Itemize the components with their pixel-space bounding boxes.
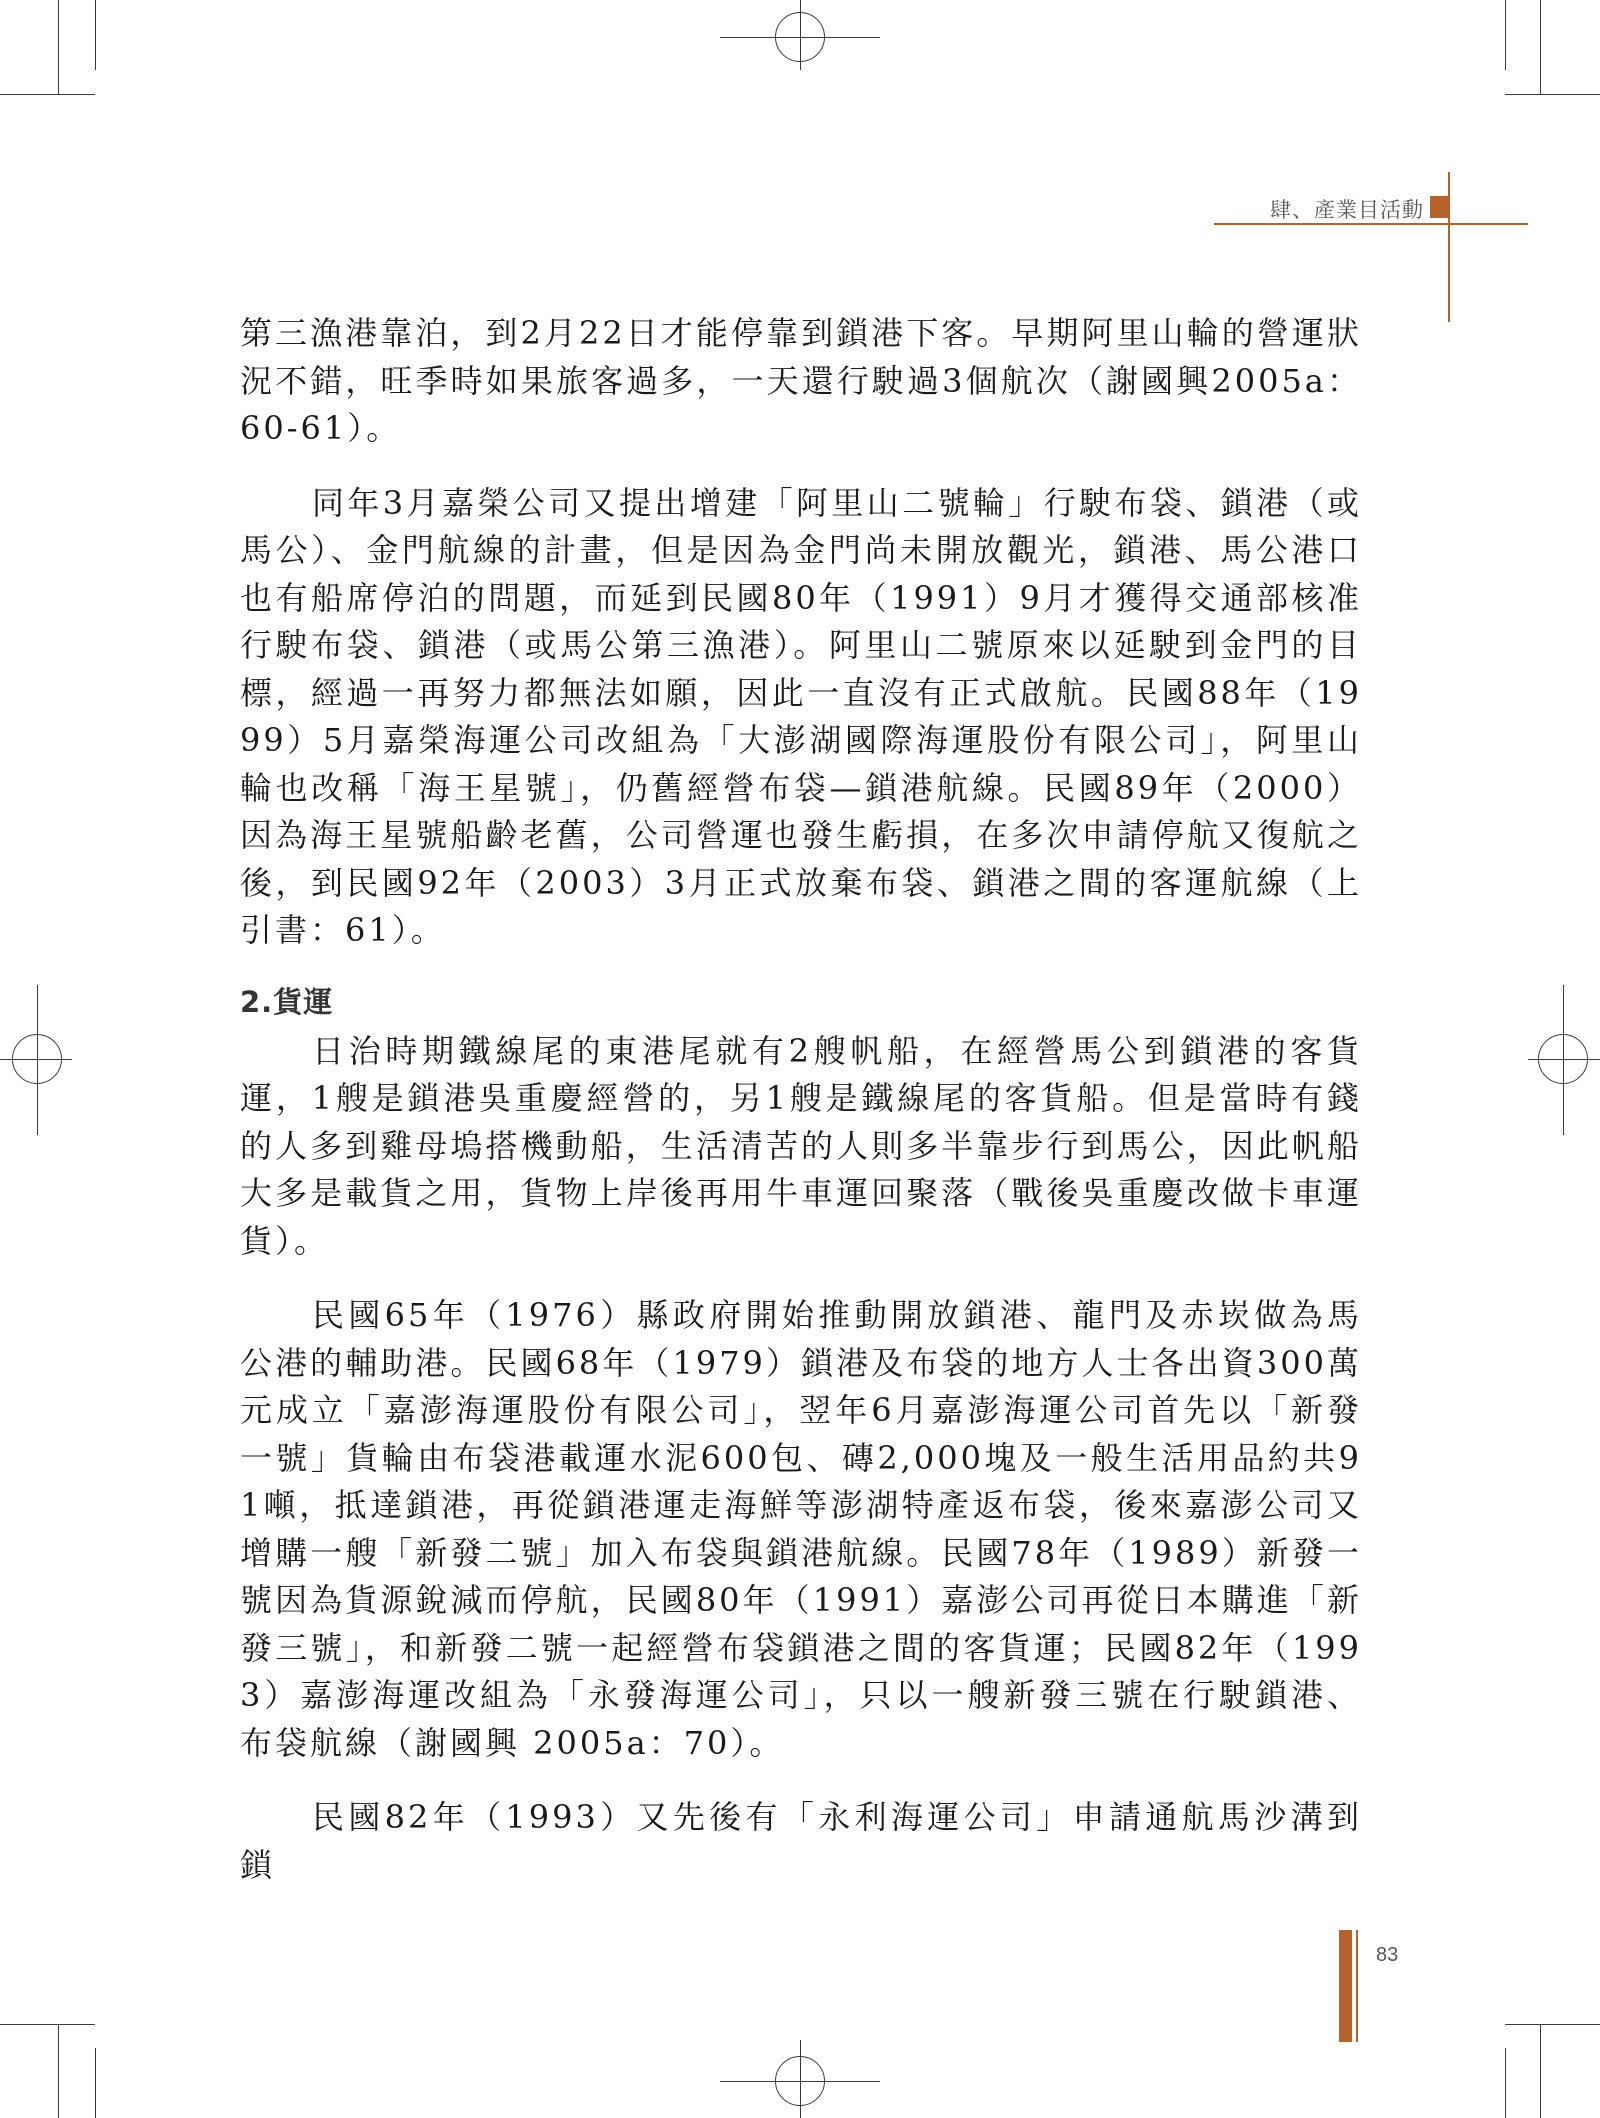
header-rule bbox=[1214, 223, 1528, 225]
crop-mark bbox=[1505, 2024, 1600, 2025]
crop-mark bbox=[1505, 0, 1506, 70]
paragraph: 民國65年（1976）縣政府開始推動開放鎖港、龍門及赤崁做為馬公港的輔助港。民國68年（1979）鎖港及布袋的地方人士各出資300萬元成立「嘉澎海運股份有限公司」，翌年6月嘉澎海運公司首先以「新發一號」貨輪由布袋港載運水泥600包、磚2,000塊及一般生活用品約共91噸，抵達鎖港，再從鎖港運走海鮮等澎湖特產返布袋，後來嘉澎公司又增購一艘「新發二號」加入布袋與鎖港航線。民國78年（1989）新發一號因為貨源銳減而停航，民國80年（1991）嘉澎公司再從日本購進「新發三號」，和新發二號一起經營布袋鎖港之間的客貨運；民國82年（1993）嘉澎海運改組為「永發海運公司」，只以一艘新發三號在行駛鎖港、布袋航線（謝國興 2005a：70）。 bbox=[240, 1296, 1362, 1762]
crop-mark bbox=[1505, 2048, 1506, 2118]
paragraph: 同年3月嘉榮公司又提出增建「阿里山二號輪」行駛布袋、鎖港（或馬公）、金門航線的計畫，但是因為金門尚未開放觀光，鎖港、馬公港口也有船席停泊的問題，而延到民國80年（1991）9月才獲得交通部核准行駛布袋、鎖港（或馬公第三漁港）。阿里山二號原來以延駛到金門的目標，經過一再努力都無法如願，因此一直沒有正式啟航。民國88年（1999）5月嘉榮海運公司改組為「大澎湖國際海運股份有限公司」，阿里山輪也改稱「海王星號」，仍舊經營布袋—鎖港航線。民國89年（2000）因為海王星號船齡老舊，公司營運也發生虧損，在多次申請停航又復航之後，到民國92年（2003）3月正式放棄布袋、鎖港之間的客運航線（上引書：61）。 bbox=[240, 483, 1362, 949]
crop-mark bbox=[95, 0, 96, 70]
section-heading: 2.貨運 bbox=[240, 984, 334, 1019]
paragraph: 日治時期鐵線尾的東港尾就有2艘帆船，在經營馬公到鎖港的客貨運，1艘是鎖港吳重慶經營的，另1艘是鐵線尾的客貨船。但是當時有錢的人多到雞母塢搭機動船，生活清苦的人則多半靠步行到馬公，因此帆船大多是載貨之用，貨物上岸後再用牛車運回聚落（戰後吳重慶改做卡車運貨）。 bbox=[240, 1031, 1362, 1260]
crop-mark bbox=[58, 2024, 59, 2118]
header-vertical-rule bbox=[1448, 172, 1450, 322]
crop-mark bbox=[58, 0, 59, 94]
paragraph: 第三漁港靠泊，到2月22日才能停靠到鎖港下客。早期阿里山輪的營運狀況不錯，旺季時如果旅客過多，一天還行駛過3個航次（謝國興2005a：60-61）。 bbox=[240, 314, 1362, 447]
registration-line bbox=[0, 1059, 72, 1060]
paragraph: 民國82年（1993）又先後有「永利海運公司」申請通航馬沙溝到鎖 bbox=[240, 1798, 1362, 1884]
footer-accent-bar bbox=[1339, 1930, 1352, 2042]
running-header: 肆、產業目活動 bbox=[1270, 198, 1424, 222]
crop-mark bbox=[95, 2048, 96, 2118]
registration-line bbox=[800, 2040, 801, 2118]
registration-line bbox=[800, 0, 801, 70]
crop-mark bbox=[0, 94, 95, 95]
header-accent-square bbox=[1430, 196, 1450, 218]
crop-mark bbox=[1540, 0, 1541, 94]
registration-line bbox=[37, 985, 38, 1135]
registration-line bbox=[1563, 985, 1564, 1135]
crop-mark bbox=[1505, 94, 1600, 95]
page-number: 83 bbox=[1376, 1944, 1399, 1966]
main-text bbox=[240, 310, 1362, 1916]
crop-mark bbox=[1540, 2024, 1541, 2118]
crop-mark bbox=[0, 2024, 95, 2025]
footer-accent-line bbox=[1356, 1930, 1358, 2042]
